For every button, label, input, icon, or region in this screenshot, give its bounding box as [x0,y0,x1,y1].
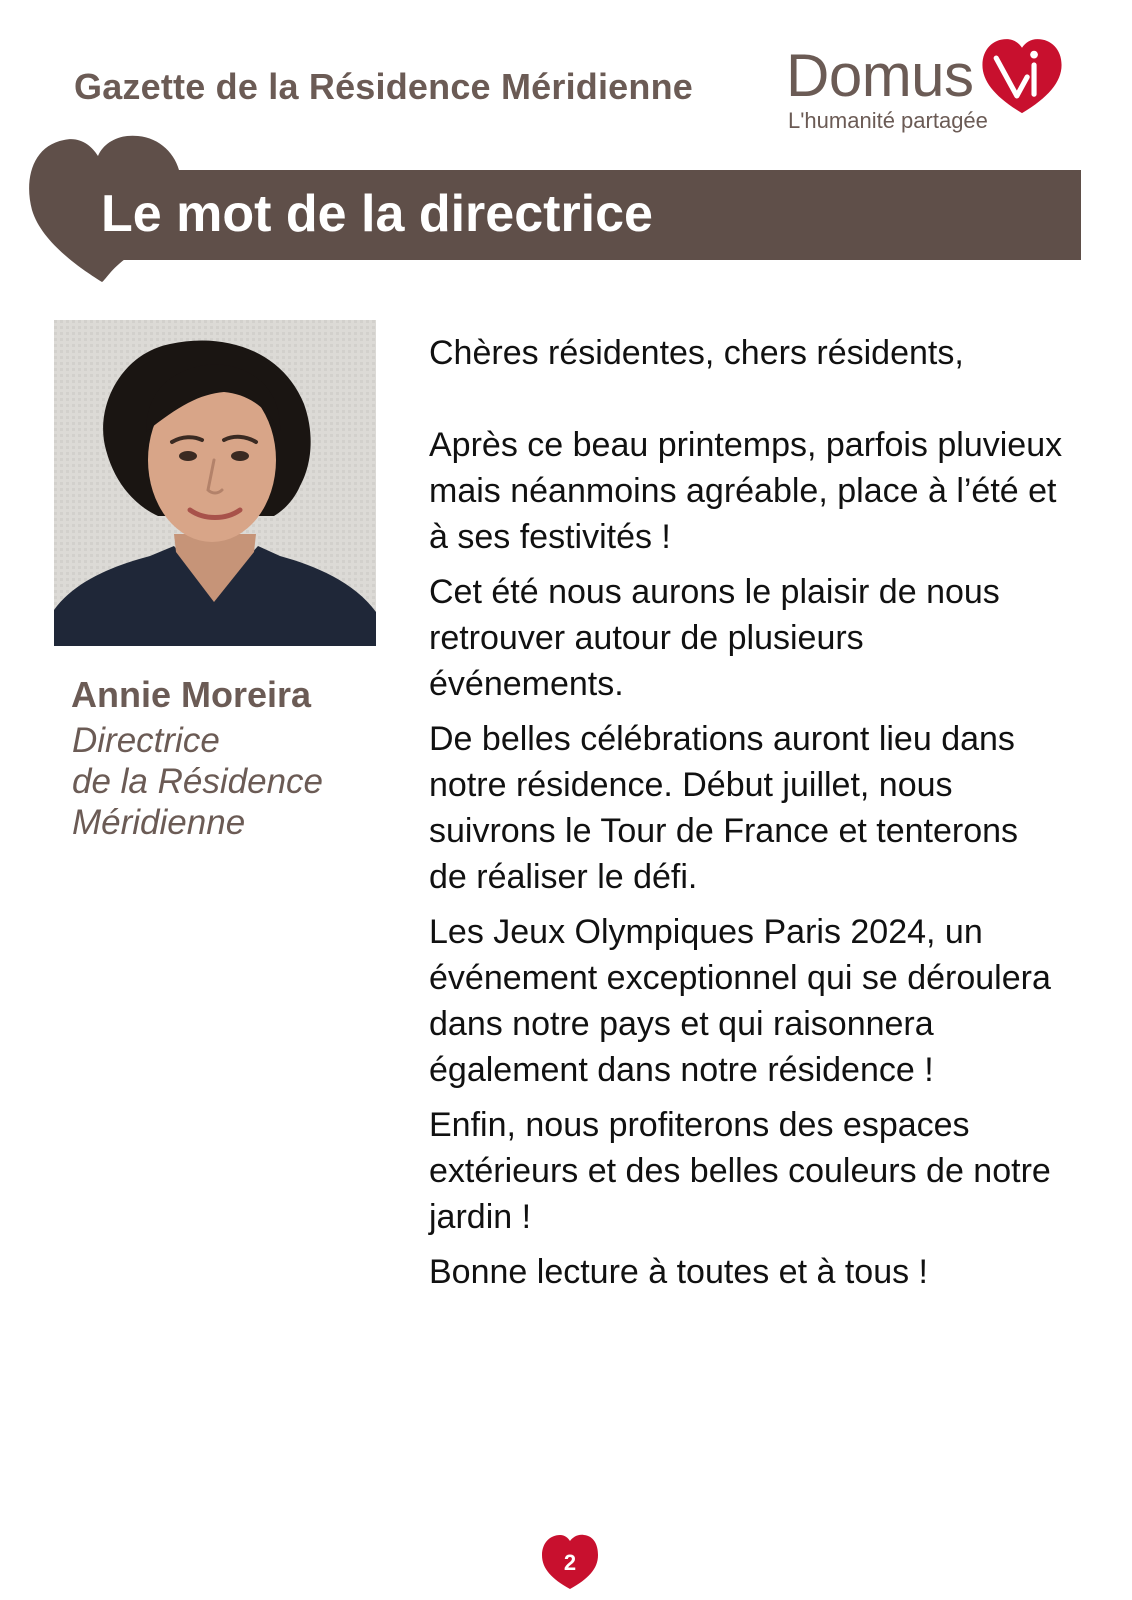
author-role-line: de la Résidence [72,762,323,801]
page-number-badge [540,1533,600,1591]
logo-tagline: L'humanité partagée [788,108,988,133]
author-role [72,720,372,843]
logo-heart-icon [979,34,1065,120]
author-name: Annie Moreira [71,674,312,715]
letter-paragraph: Après ce beau printemps, parfois pluvieux mais néanmoins agréable, place à l’été et à ses festivités ! [429,426,1063,556]
domusvi-logo [786,28,1086,148]
director-photo [54,320,376,646]
letter-paragraph: De belles célébrations auront lieu dans notre résidence. Début juillet, nous suivrons le Tour de France et tenterons de réaliser le défi. [429,720,1019,896]
section-title: Le mot de la directrice [101,185,653,243]
author-role-line: Directrice [72,721,220,760]
letter-paragraph: Enfin, nous profiterons des espaces extérieurs et des belles couleurs de notre jardin ! [429,1106,1051,1236]
letter-paragraph: Cet été nous aurons le plaisir de nous retrouver autour de plusieurs événements. [429,573,1000,703]
letter-greeting: Chères résidentes, chers résidents, [429,334,964,372]
gazette-title: Gazette de la Résidence Méridienne [74,66,694,107]
letter-closing: Bonne lecture à toutes et à tous ! [429,1253,928,1291]
letter-paragraph: Les Jeux Olympiques Paris 2024, un événement exceptionnel qui se déroulera dans notre pays et qui raisonnera également dans notre résidence ! [429,913,1051,1089]
letter-body [429,330,1064,1304]
page-number: 2 [563,1550,577,1575]
author-role-line: Méridienne [72,803,246,842]
logo-wordmark: Domus [786,42,974,109]
